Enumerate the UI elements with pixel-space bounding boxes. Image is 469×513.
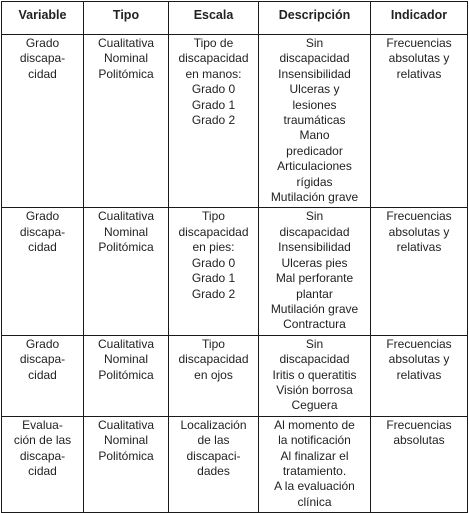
header-row — [2, 2, 468, 35]
cell-text-line: Iritis o queratitis — [272, 367, 357, 382]
cell-text-line: de las — [197, 433, 230, 448]
cell-text-line: Mal perforante — [275, 271, 354, 286]
cell-text-line: Frecuencias — [386, 209, 452, 224]
cell-text-line: absolutas — [393, 433, 445, 448]
cell-text-line: Al momento de — [274, 417, 355, 432]
cell-text-line: Insensibilidad — [278, 66, 351, 81]
variable-cell — [2, 208, 84, 335]
cell-text-line: Sin — [305, 36, 324, 50]
descripcion-cell — [259, 416, 371, 512]
table-row — [2, 35, 468, 208]
cell-text-line: Grado — [25, 336, 60, 351]
cell-text-line: Visión borrosa — [276, 382, 353, 397]
escala-cell — [169, 35, 259, 208]
cell-text-line: discapacidad — [178, 224, 249, 239]
cell-text-line: Ulceras pies — [281, 255, 348, 270]
cell-text-line: Grado — [25, 36, 60, 50]
cell-text-line: clínica — [297, 494, 332, 509]
cell-text-line: Evalua- — [22, 417, 63, 432]
cell-text-line: discapacidad — [279, 352, 350, 367]
cell-text-line: Articulaciones — [277, 159, 352, 174]
cell-text-line: en ojos — [194, 367, 233, 382]
cell-text-line: dades — [197, 463, 230, 478]
descripcion-cell — [259, 335, 371, 416]
cell-text-line: Mutilación grave — [270, 301, 359, 316]
cell-text-line: Insensibilidad — [278, 240, 351, 255]
cell-text-line: absolutas y — [388, 51, 450, 66]
cell-text-line: Grado 1 — [191, 271, 236, 286]
escala-cell — [169, 335, 259, 416]
cell-text-line: en pies: — [192, 240, 235, 255]
cell-text-line: en manos: — [185, 66, 242, 81]
header-descripcion: Descripción — [259, 2, 371, 35]
cell-text-line: Grado 2 — [191, 286, 236, 301]
indicador-cell — [371, 208, 468, 335]
cell-text-line: Grado — [25, 209, 60, 224]
cell-text-line: Sin — [305, 336, 324, 351]
descripcion-cell — [259, 208, 371, 335]
cell-text-line: discapacidad — [178, 352, 249, 367]
cell-text-line: Contractura — [283, 317, 346, 332]
variable-cell — [2, 416, 84, 512]
table-row — [2, 416, 468, 512]
cell-text-line: Nominal — [103, 433, 148, 448]
cell-text-line: Tipo — [202, 209, 225, 224]
descripcion-cell — [259, 35, 371, 208]
cell-text-line: cidad — [28, 367, 57, 382]
header-indicador: Indicador — [371, 2, 468, 35]
cell-text-line: Mutilación grave — [270, 190, 359, 205]
cell-text-line: cidad — [28, 66, 57, 81]
cell-text-line: predicador — [286, 143, 343, 158]
cell-text-line: Cualitativa — [97, 336, 155, 351]
table-body — [2, 35, 468, 513]
tipo-cell — [84, 208, 169, 335]
cell-text-line: Politómica — [98, 66, 154, 81]
header-escala: Escala — [169, 2, 259, 35]
escala-cell — [169, 208, 259, 335]
cell-text-line: Cualitativa — [97, 36, 155, 50]
tipo-cell — [84, 335, 169, 416]
cell-text-line: Grado 1 — [191, 97, 236, 112]
cell-text-line: relativas — [396, 367, 442, 382]
variable-cell — [2, 335, 84, 416]
variable-cell — [2, 35, 84, 208]
escala-cell — [169, 416, 259, 512]
cell-text-line: Frecuencias — [386, 336, 452, 351]
cell-text-line: cidad — [28, 463, 57, 478]
cell-text-line: absolutas y — [388, 224, 450, 239]
header-variable: Variable — [2, 2, 84, 35]
cell-text-line: relativas — [396, 240, 442, 255]
cell-text-line: discapacidad — [279, 51, 350, 66]
tipo-cell — [84, 35, 169, 208]
cell-text-line: Ulceras y — [289, 82, 340, 97]
cell-text-line: lesiones — [292, 97, 337, 112]
tipo-cell — [84, 416, 169, 512]
variables-table — [1, 1, 468, 513]
cell-text-line: Politómica — [98, 448, 154, 463]
cell-text-line: Grado 2 — [191, 113, 236, 128]
cell-text-line: la notificación — [278, 433, 351, 448]
indicador-cell — [371, 35, 468, 208]
cell-text-line: Ceguera — [291, 398, 338, 413]
indicador-cell — [371, 335, 468, 416]
cell-text-line: discapa- — [19, 448, 66, 463]
cell-text-line: Sin — [305, 209, 324, 224]
cell-text-line: Al finalizar el — [280, 448, 349, 463]
cell-text-line: discapa- — [19, 224, 66, 239]
cell-text-line: Nominal — [103, 224, 148, 239]
cell-text-line: Tipo de — [193, 36, 234, 50]
cell-text-line: ción de las — [13, 433, 72, 448]
cell-text-line: Nominal — [103, 51, 148, 66]
cell-text-line: discapacidad — [178, 51, 249, 66]
cell-text-line: rígidas — [296, 174, 333, 189]
cell-text-line: Mano — [299, 128, 330, 143]
cell-text-line: Nominal — [103, 352, 148, 367]
cell-text-line: Grado 0 — [191, 255, 236, 270]
header-tipo: Tipo — [84, 2, 169, 35]
table-row — [2, 335, 468, 416]
cell-text-line: Tipo — [202, 336, 225, 351]
cell-text-line: Frecuencias — [386, 417, 452, 432]
cell-text-line: tratamiento. — [282, 463, 347, 478]
cell-text-line: Cualitativa — [97, 209, 155, 224]
cell-text-line: discapacidad — [279, 224, 350, 239]
cell-text-line: Grado 0 — [191, 82, 236, 97]
cell-text-line: traumáticas — [283, 113, 346, 128]
cell-text-line: Cualitativa — [97, 417, 155, 432]
cell-text-line: discapa- — [19, 51, 66, 66]
cell-text-line: discapa- — [19, 352, 66, 367]
cell-text-line: Localización — [180, 417, 247, 432]
table-row — [2, 208, 468, 335]
indicador-cell — [371, 416, 468, 512]
cell-text-line: discapaci- — [186, 448, 241, 463]
cell-text-line: A la evaluación — [274, 479, 355, 494]
cell-text-line: Politómica — [98, 367, 154, 382]
cell-text-line: Politómica — [98, 240, 154, 255]
cell-text-line: cidad — [28, 240, 57, 255]
cell-text-line: absolutas y — [388, 352, 450, 367]
cell-text-line: Frecuencias — [386, 36, 452, 50]
cell-text-line: relativas — [396, 66, 442, 81]
cell-text-line: plantar — [296, 286, 333, 301]
